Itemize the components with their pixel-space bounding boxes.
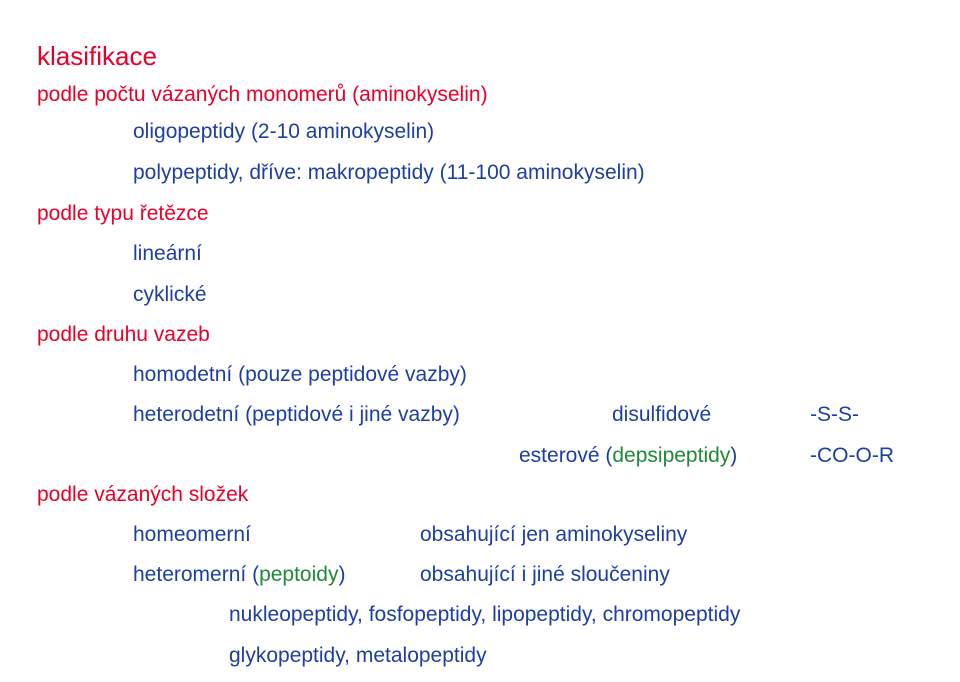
paren-open-peptoidy: (	[246, 563, 260, 586]
heading-pocet: podle počtu vázaných monomerů (aminokyselin)	[37, 83, 488, 106]
item-esterove	[519, 443, 737, 469]
term-homeomerni: homeomerní	[133, 523, 251, 546]
heading-slozky: podle vázaných složek	[37, 483, 249, 506]
paren-close-peptoidy: )	[338, 563, 346, 586]
slide-title: klasifikace	[37, 41, 157, 71]
item-heterodetni	[133, 402, 460, 428]
term-heteromerni: heteromerní	[133, 563, 247, 586]
term-heterodetni: heterodetní	[133, 403, 240, 426]
formula-ester: -CO-O-R	[810, 444, 894, 467]
term-polypeptidy: polypeptidy, dříve: makropeptidy	[133, 161, 434, 184]
heading-vazby: podle druhu vazeb	[37, 323, 210, 346]
term-oligopeptidy: oligopeptidy	[133, 120, 246, 143]
heading-retezec: podle typu řetězce	[37, 202, 209, 225]
item-homodetni	[133, 362, 467, 388]
formula-disulfid: -S-S-	[810, 403, 859, 426]
item-oligopeptidy	[133, 119, 434, 145]
note-homodetni: (pouze peptidové vazby)	[238, 363, 467, 386]
note-oligopeptidy: (2-10 aminokyselin)	[250, 120, 435, 143]
item-cyklicke: cyklické	[133, 283, 207, 306]
desc-heteromerni: obsahující i jiné sloučeniny	[420, 563, 670, 586]
term-peptoidy: peptoidy	[259, 563, 339, 586]
item-heteromerni	[133, 562, 345, 588]
label-esterove: esterové (	[519, 444, 613, 467]
term-homodetni: homodetní	[133, 363, 233, 386]
item-linearni: lineární	[133, 242, 202, 265]
term-depsipeptidy: depsipeptidy	[612, 444, 731, 467]
note-heterodetni: (peptidové i jiné vazby)	[245, 403, 460, 426]
label-disulfidove: disulfidové	[612, 403, 712, 426]
examples-line-2: glykopeptidy, metalopeptidy	[229, 644, 487, 667]
examples-line-1: nukleopeptidy, fosfopeptidy, lipopeptidy, chromopeptidy	[229, 603, 741, 626]
note-polypeptidy: (11-100 aminokyselin)	[439, 161, 645, 184]
item-polypeptidy	[133, 160, 645, 186]
desc-homeomerni: obsahující jen aminokyseliny	[420, 523, 688, 546]
paren-close-depsipeptidy: )	[730, 444, 738, 467]
